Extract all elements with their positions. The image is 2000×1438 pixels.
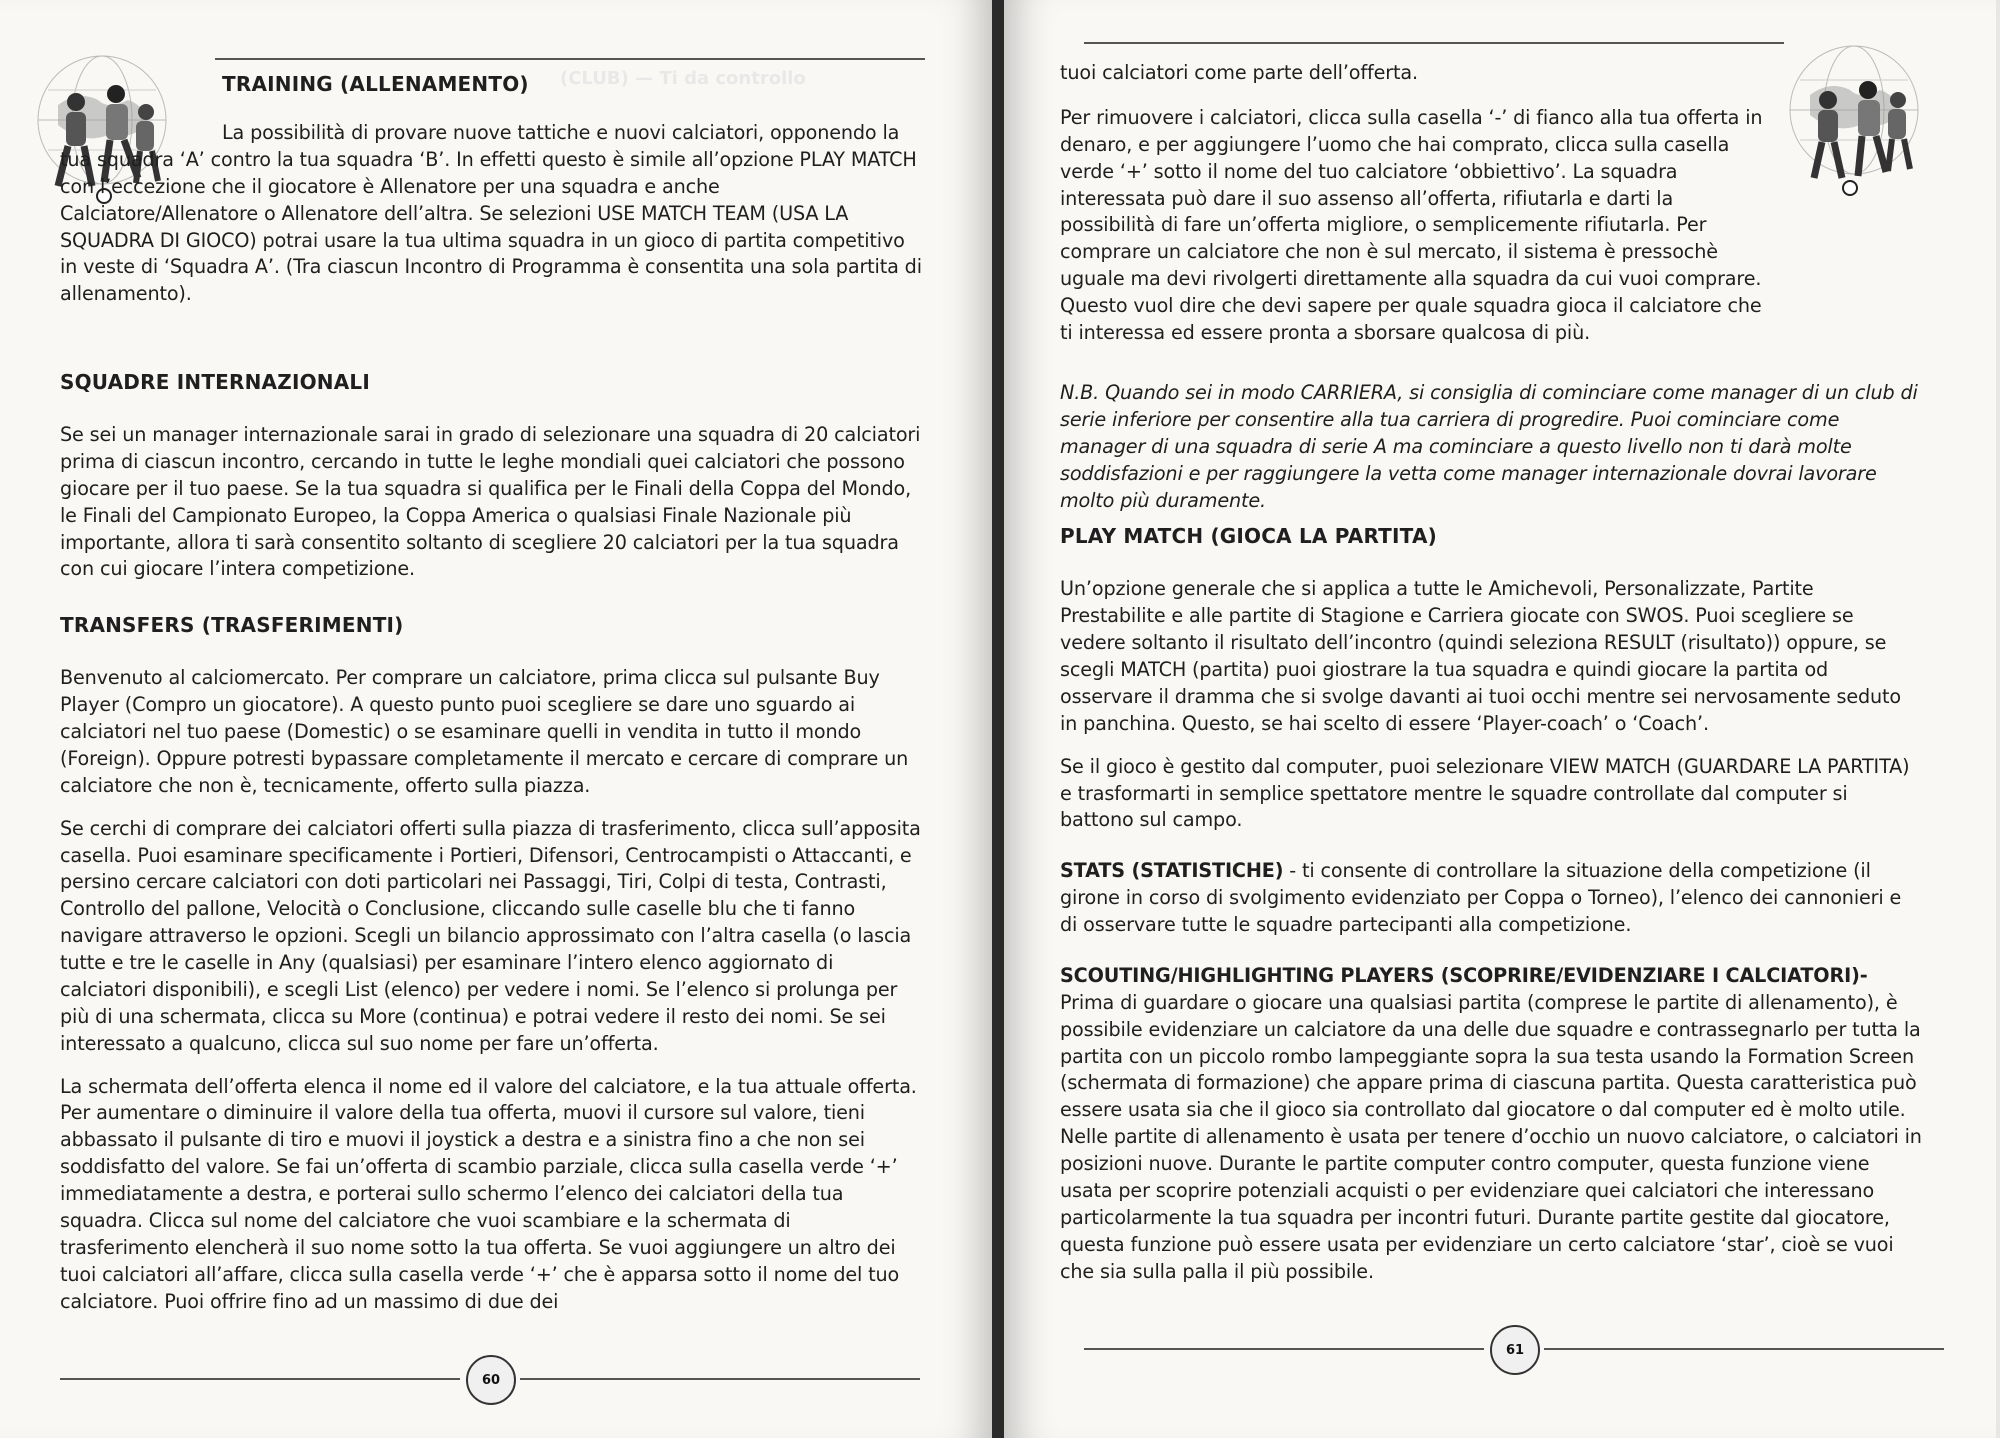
squadre-heading: SQUADRE INTERNAZIONALI — [60, 370, 370, 394]
transfers-p1: Benvenuto al calciomercato. Per comprare un calciatore, prima clicca sul pulsante Buy Player (Compro un giocatore). A questo punto puoi scegliere se dare uno sguardo ai calciatori nel tuo paese (Domestic) o se esaminare quelli in vendita in tutto il mondo (Foreign). Oppure potresti bypassare completamente il mercato e cercare di comprare un calciatore che non è, tecnicamente, offerto sulla piazza. — [60, 666, 909, 797]
footer-rule-right — [520, 1378, 920, 1380]
scouting-body: Prima di guardare o giocare una qualsiasi partita (comprese le partite di allenamento), è possibile evidenziare un calciatore da una delle due squadre e contrassegnarlo per tutta la partita con un piccolo rombo lampeggiante sopra la sua testa usando la Formation Screen (schermata di formazione) che appare prima di ciascuna partita. Questa caratteristica può essere usata sia che il gioco sia controllato dal giocatore o dal computer ed è molto utile. Nelle partite di allenamento è usata per tenere d’occhio un nuovo calciatore, o calciatori in posizioni nuove. Durante le partite computer contro computer, questa funzione viene usata per scoprire potenziali acquisti o per evidenziare quei calciatori che interessano particolarmente la tua squadra per incontri futuri. Durante partite gestite dal giocatore, questa funzione può essere usata per evidenziare un certo calciatore ‘star’, cioè se vuoi che sia sulla palla il più possibile. — [1060, 990, 1922, 1283]
training-heading: TRAINING (ALLENAMENTO) — [222, 72, 529, 96]
squadre-body: Se sei un manager internazionale sarai in grado di selezionare una squadra di 20 calciatori prima di ciascun incontro, cercando in tutte le leghe mondiali quei calciatori che possono giocare per il tuo paese. Se la tua squadra si qualifica per le Finali della Coppa del Mondo, le Finali del Campionato Europeo, la Coppa America o qualsiasi Finale Nazionale più importante, allora ti sarà consentito soltanto di scegliere 20 calciatori per la tua squadra con cui giocare l’intera competizione. — [60, 423, 921, 581]
right-page — [1004, 0, 1996, 1438]
right-top-block — [1060, 60, 1772, 363]
transfers-p2: Se cerchi di comprare dei calciatori offerti sulla piazza di trasferimento, clicca sull’apposita casella. Puoi esaminare specificamente i Portieri, Difensori, Centrocampisti o Attaccanti, e persino cercare calciatori con doti particolari nei Passaggi, Tiri, Colpi di testa, Contrasti, Controllo del pallone, Velocità o Conclusione, cliccando sulle caselle blu che ti fanno navigare attraverso le opzioni. Scegli un bilancio approssimato con l’altra casella (o lascia tutte e tre le caselle in Any (qualsiasi) per esaminare l’intero elenco aggiornato di calciatori disponibili), e scegli List (elenco) per vedere i nomi. Se l’elenco si prolunga per più di una schermata, clicca su More (continua) e potrai vedere il resto dei nomi. Se sei interessato a qualcuno, clicca sul suo nome per fare un’offerta. — [60, 816, 921, 1055]
footballers-illustration — [1780, 40, 1928, 200]
page-number-badge: 61 — [1490, 1325, 1540, 1375]
stats-para — [1060, 858, 1922, 939]
right-column — [1060, 380, 1922, 1301]
header-rule — [215, 58, 925, 60]
play-match-p2: Se il gioco è gestito dal computer, puoi selezionare VIEW MATCH (GUARDARE LA PARTITA) e trasformarti in semplice spettatore mentre le squadre controllate dal computer si battono sul campo. — [1060, 754, 1910, 832]
play-match-heading: PLAY MATCH (GIOCA LA PARTITA) — [1060, 524, 1437, 549]
scouting-heading: SCOUTING/HIGHLIGHTING PLAYERS (SCOPRIRE/EVIDENZIARE I CALCIATORI)- — [1060, 963, 1868, 987]
left-column — [60, 340, 922, 1331]
footer-rule-left — [60, 1378, 460, 1380]
header-rule — [1084, 42, 1784, 44]
page-number-badge: 60 — [466, 1355, 516, 1405]
bleed-through-text: (CLUB) — Ti da controllo — [560, 68, 806, 89]
nb-note: N.B. Quando sei in modo CARRIERA, si consiglia di cominciare come manager di un club di serie inferiore per consentire alla tua carriera di progredire. Puoi cominciare come manager di una squadra di serie A ma cominciare a questo livello non ti darà molte soddisfazioni e per raggiungere la vetta come manager internazionale dovrai lavorare molto più duramente. — [1060, 381, 1918, 512]
transfers-heading: TRANSFERS (TRASFERIMENTI) — [60, 613, 404, 638]
scouting-para — [1060, 963, 1922, 1286]
play-match-p1: Un’opzione generale che si applica a tutte le Amichevoli, Personalizzate, Partite Prestabilite e alle partite di Stagione e Carriera giocate con SWOS. Puoi scegliere se vedere soltanto il risultato dell’incontro (quindi seleziona RESULT (risultato)) oppure, se scegli MATCH (partita) puoi giostrare la tua squadra e quindi giocare la partita od osservare il dramma che si svolge davanti ai tuoi occhi mentre sei nervosamente seduto in panchina. Questo, se hai scelto di essere ‘Player-coach’ o ‘Coach’. — [1060, 577, 1901, 735]
continuation-text: tuoi calciatori come parte dell’offerta. — [1060, 61, 1418, 84]
left-page — [0, 0, 992, 1438]
training-body-block — [60, 120, 922, 324]
training-section — [222, 70, 922, 116]
footer-rule-right — [1544, 1348, 1944, 1350]
footer-rule-left — [1084, 1348, 1484, 1350]
remove-players-para: Per rimuovere i calciatori, clicca sulla casella ‘-’ di fianco alla tua offerta in denaro, e per aggiungere l’uomo che hai comprato, clicca sulla casella verde ‘+’ sotto il nome del tuo calciatore ‘obbiettivo’. La squadra interessata può dare il suo assenso all’offerta, rifiutarla e darti la possibilità di fare un’offerta migliore, o semplicemente rifiutarla. Per comprare un calciatore che non è sul mercato, il sistema è pressochè uguale ma devi rivolgerti direttamente alla squadra da cui vuoi comprare. Questo vuol dire che devi sapere per quale squadra gioca il calciatore che ti interessa ed essere pronta a sborsare qualcosa di più. — [1060, 105, 1763, 344]
stats-body: - ti consente di controllare la situazione della competizione (il girone in corso di svolgimento evidenziato per Coppa o Torneo), l’elenco dei cannonieri e di osservare tutte le squadre partecipanti alla competizione. — [1060, 859, 1902, 936]
stats-heading: STATS (STATISTICHE) — [1060, 859, 1284, 883]
training-body: La possibilità di provare nuove tattiche e nuovi calciatori, opponendo la tua squadra ‘A’ contro la tua squadra ‘B’. In effetti questo è simile all’opzione PLAY MATCH con l’eccezione che il giocatore è Allenatore per una squadra e anche Calciatore/Allenatore o Allenatore dell’altra. Se selezioni USE MATCH TEAM (USA LA SQUADRA DI GIOCO) potrai usare la tua ultima squadra in un gioco di partita competitivo in veste di ‘Squadra A’. (Tra ciascun Incontro di Programma è consentita una sola partita di allenamento). — [60, 121, 922, 306]
spine-gutter — [992, 0, 1004, 1438]
transfers-p3: La schermata dell’offerta elenca il nome ed il valore del calciatore, e la tua attuale offerta. Per aumentare o diminuire il valore della tua offerta, muovi il cursore sul valore, tieni abbassato il pulsante di tiro e muovi il joystick a destra e a sinistra fino a che non sei soddisfatto del valore. Se fai un’offerta di scambio parziale, clicca sulla casella verde ‘+’ immediatamente a destra, e porterai sullo schermo l’elenco dei calciatori della tua squadra. Clicca sul nome del calciatore che vuoi scambiare e la schermata di trasferimento elencherà il suo nome sotto la tua offerta. Se vuoi aggiungere un altro dei tuoi calciatori all’affare, clicca sulla casella verde ‘+’ che è apparsa sotto il nome del tuo calciatore. Puoi offrire fino ad un massimo di due dei — [60, 1074, 917, 1313]
